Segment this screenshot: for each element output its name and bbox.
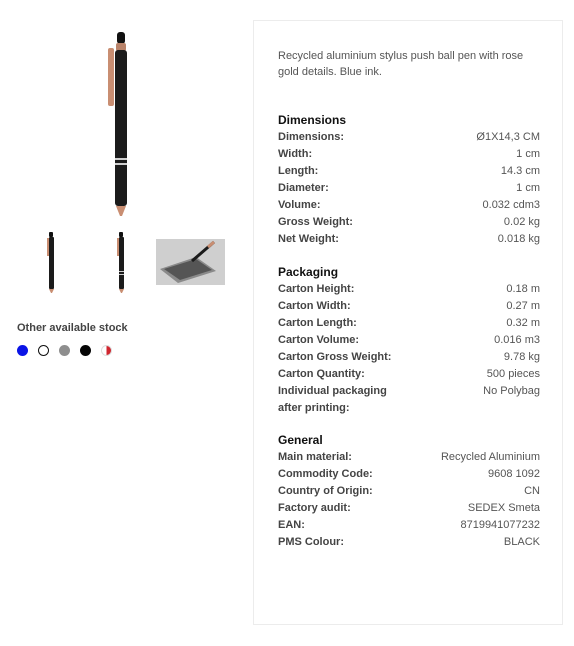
spec-row — [278, 349, 540, 366]
spec-value: Recycled Aluminium — [440, 451, 540, 463]
spec-value: 14.3 cm — [500, 165, 540, 177]
spec-value: 9.78 kg — [503, 351, 540, 363]
spec-value: 0.018 kg — [497, 233, 540, 245]
spec-value: 0.18 m — [506, 283, 540, 295]
swatch-red-white[interactable] — [101, 345, 112, 356]
spec-value: 1 cm — [516, 148, 540, 160]
swatch-blue[interactable] — [17, 345, 28, 356]
color-swatches — [17, 345, 112, 356]
thumbnail-pen-with-phone[interactable] — [156, 239, 225, 285]
spec-value: 0.02 kg — [503, 216, 540, 228]
spec-key: Length: — [278, 165, 319, 177]
spec-row — [278, 383, 540, 417]
spec-key: Commodity Code: — [278, 468, 373, 480]
spec-row — [278, 281, 540, 298]
spec-value: No Polybag — [483, 385, 540, 397]
packaging-section — [278, 264, 540, 417]
general-heading: General — [278, 433, 323, 447]
spec-row — [278, 517, 540, 534]
spec-row — [278, 214, 540, 231]
spec-key: Carton Volume: — [278, 334, 360, 346]
thumbnail-pen-front[interactable] — [17, 229, 85, 295]
spec-key: Carton Quantity: — [278, 368, 365, 380]
spec-row — [278, 534, 540, 551]
spec-key: Net Weight: — [278, 233, 339, 245]
spec-row — [278, 500, 540, 517]
general-section — [278, 432, 540, 551]
spec-key: Carton Gross Weight: — [278, 351, 392, 363]
spec-value: SEDEX Smeta — [467, 502, 540, 514]
specifications-panel — [253, 20, 563, 625]
swatch-grey[interactable] — [59, 345, 70, 356]
spec-value: 1 cm — [516, 182, 540, 194]
spec-key: Carton Width: — [278, 300, 351, 312]
spec-key: EAN: — [278, 519, 305, 531]
spec-row — [278, 146, 540, 163]
spec-value: 0.32 m — [506, 317, 540, 329]
spec-value: 0.016 m3 — [494, 334, 540, 346]
spec-key: Dimensions: — [278, 131, 345, 143]
spec-value: 9608 1092 — [488, 468, 540, 480]
spec-row — [278, 163, 540, 180]
thumbnail-pen-side[interactable] — [86, 229, 154, 295]
swatch-black[interactable] — [80, 345, 91, 356]
spec-row — [278, 180, 540, 197]
spec-value: BLACK — [503, 536, 540, 548]
spec-key: Individual packaging after printing: — [278, 385, 387, 414]
swatch-white[interactable] — [38, 345, 49, 356]
spec-row — [278, 366, 540, 383]
dimensions-section — [278, 112, 540, 248]
spec-key: Country of Origin: — [278, 485, 373, 497]
spec-row — [278, 129, 540, 146]
spec-row — [278, 197, 540, 214]
spec-row — [278, 466, 540, 483]
spec-key: Factory audit: — [278, 502, 351, 514]
spec-row — [278, 315, 540, 332]
spec-row — [278, 298, 540, 315]
spec-row — [278, 483, 540, 500]
spec-row — [278, 231, 540, 248]
packaging-heading: Packaging — [278, 265, 339, 279]
spec-key: Diameter: — [278, 182, 329, 194]
spec-key: Volume: — [278, 199, 321, 211]
spec-key: Width: — [278, 148, 313, 160]
product-description: Recycled aluminium stylus push ball pen with rose gold details. Blue ink. — [278, 50, 524, 78]
spec-value: CN — [524, 485, 540, 497]
spec-value: 8719941077232 — [460, 519, 540, 531]
spec-key: Carton Length: — [278, 317, 357, 329]
product-gallery — [0, 0, 245, 646]
spec-key: Main material: — [278, 451, 352, 463]
spec-value: Ø1X14,3 CM — [476, 131, 540, 143]
other-stock-title: Other available stock — [17, 322, 128, 334]
spec-value: 500 pieces — [486, 368, 540, 380]
spec-row — [278, 449, 540, 466]
spec-value: 0.27 m — [506, 300, 540, 312]
dimensions-heading: Dimensions — [278, 113, 347, 127]
spec-key: PMS Colour: — [278, 536, 344, 548]
main-product-image — [88, 26, 152, 220]
spec-key: Gross Weight: — [278, 216, 353, 228]
spec-key: Carton Height: — [278, 283, 355, 295]
spec-row — [278, 332, 540, 349]
spec-value: 0.032 cdm3 — [482, 199, 540, 211]
